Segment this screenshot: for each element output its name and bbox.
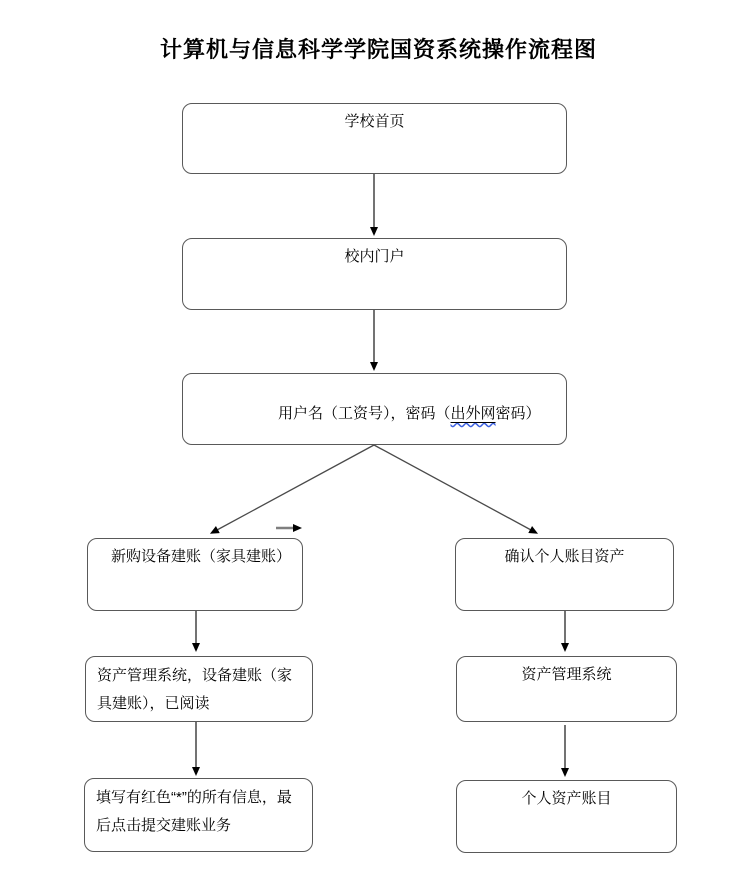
- node-login-credentials: [182, 373, 567, 445]
- node-new-equipment-account: [87, 538, 303, 611]
- arrow-login-to-confirm-assets: [374, 445, 531, 530]
- node-asset-management-system: [456, 656, 677, 722]
- node-confirm-personal-assets: [455, 538, 674, 611]
- node-new-equipment-account-label: 新购设备建账（家具建账）: [110, 548, 291, 565]
- login-prefix-text: 用户名（工资号），密码（: [278, 405, 451, 422]
- diagram-title: 计算机与信息科学学院国资系统操作流程图: [159, 37, 597, 62]
- waiwang-underlined-text: 出外网: [450, 405, 496, 422]
- arrow-login-to-new-equipment: [217, 445, 374, 530]
- node-login-credentials-label: [183, 404, 566, 424]
- node-fill-required-info: [84, 778, 313, 852]
- node-asset-system-equipment-label: 资产管理系统，设备建账（家具建账），已阅读: [97, 667, 293, 712]
- node-personal-asset-account-label: 个人资产账目: [521, 790, 612, 807]
- node-campus-portal-label: 校内门户: [344, 248, 405, 265]
- node-school-homepage: [182, 103, 567, 174]
- node-campus-portal: [182, 238, 567, 310]
- login-suffix-text: 密码）: [495, 405, 541, 422]
- node-fill-required-info-label: 填写有红色“*”的所有信息，最后点击提交建账业务: [96, 789, 292, 834]
- node-confirm-personal-assets-label: 确认个人账目资产: [504, 548, 625, 565]
- node-school-homepage-label: 学校首页: [344, 113, 405, 130]
- node-personal-asset-account: [456, 780, 677, 853]
- node-asset-system-equipment: [85, 656, 313, 722]
- spellcheck-underline: [451, 405, 496, 422]
- node-asset-management-system-label: 资产管理系统: [521, 666, 612, 683]
